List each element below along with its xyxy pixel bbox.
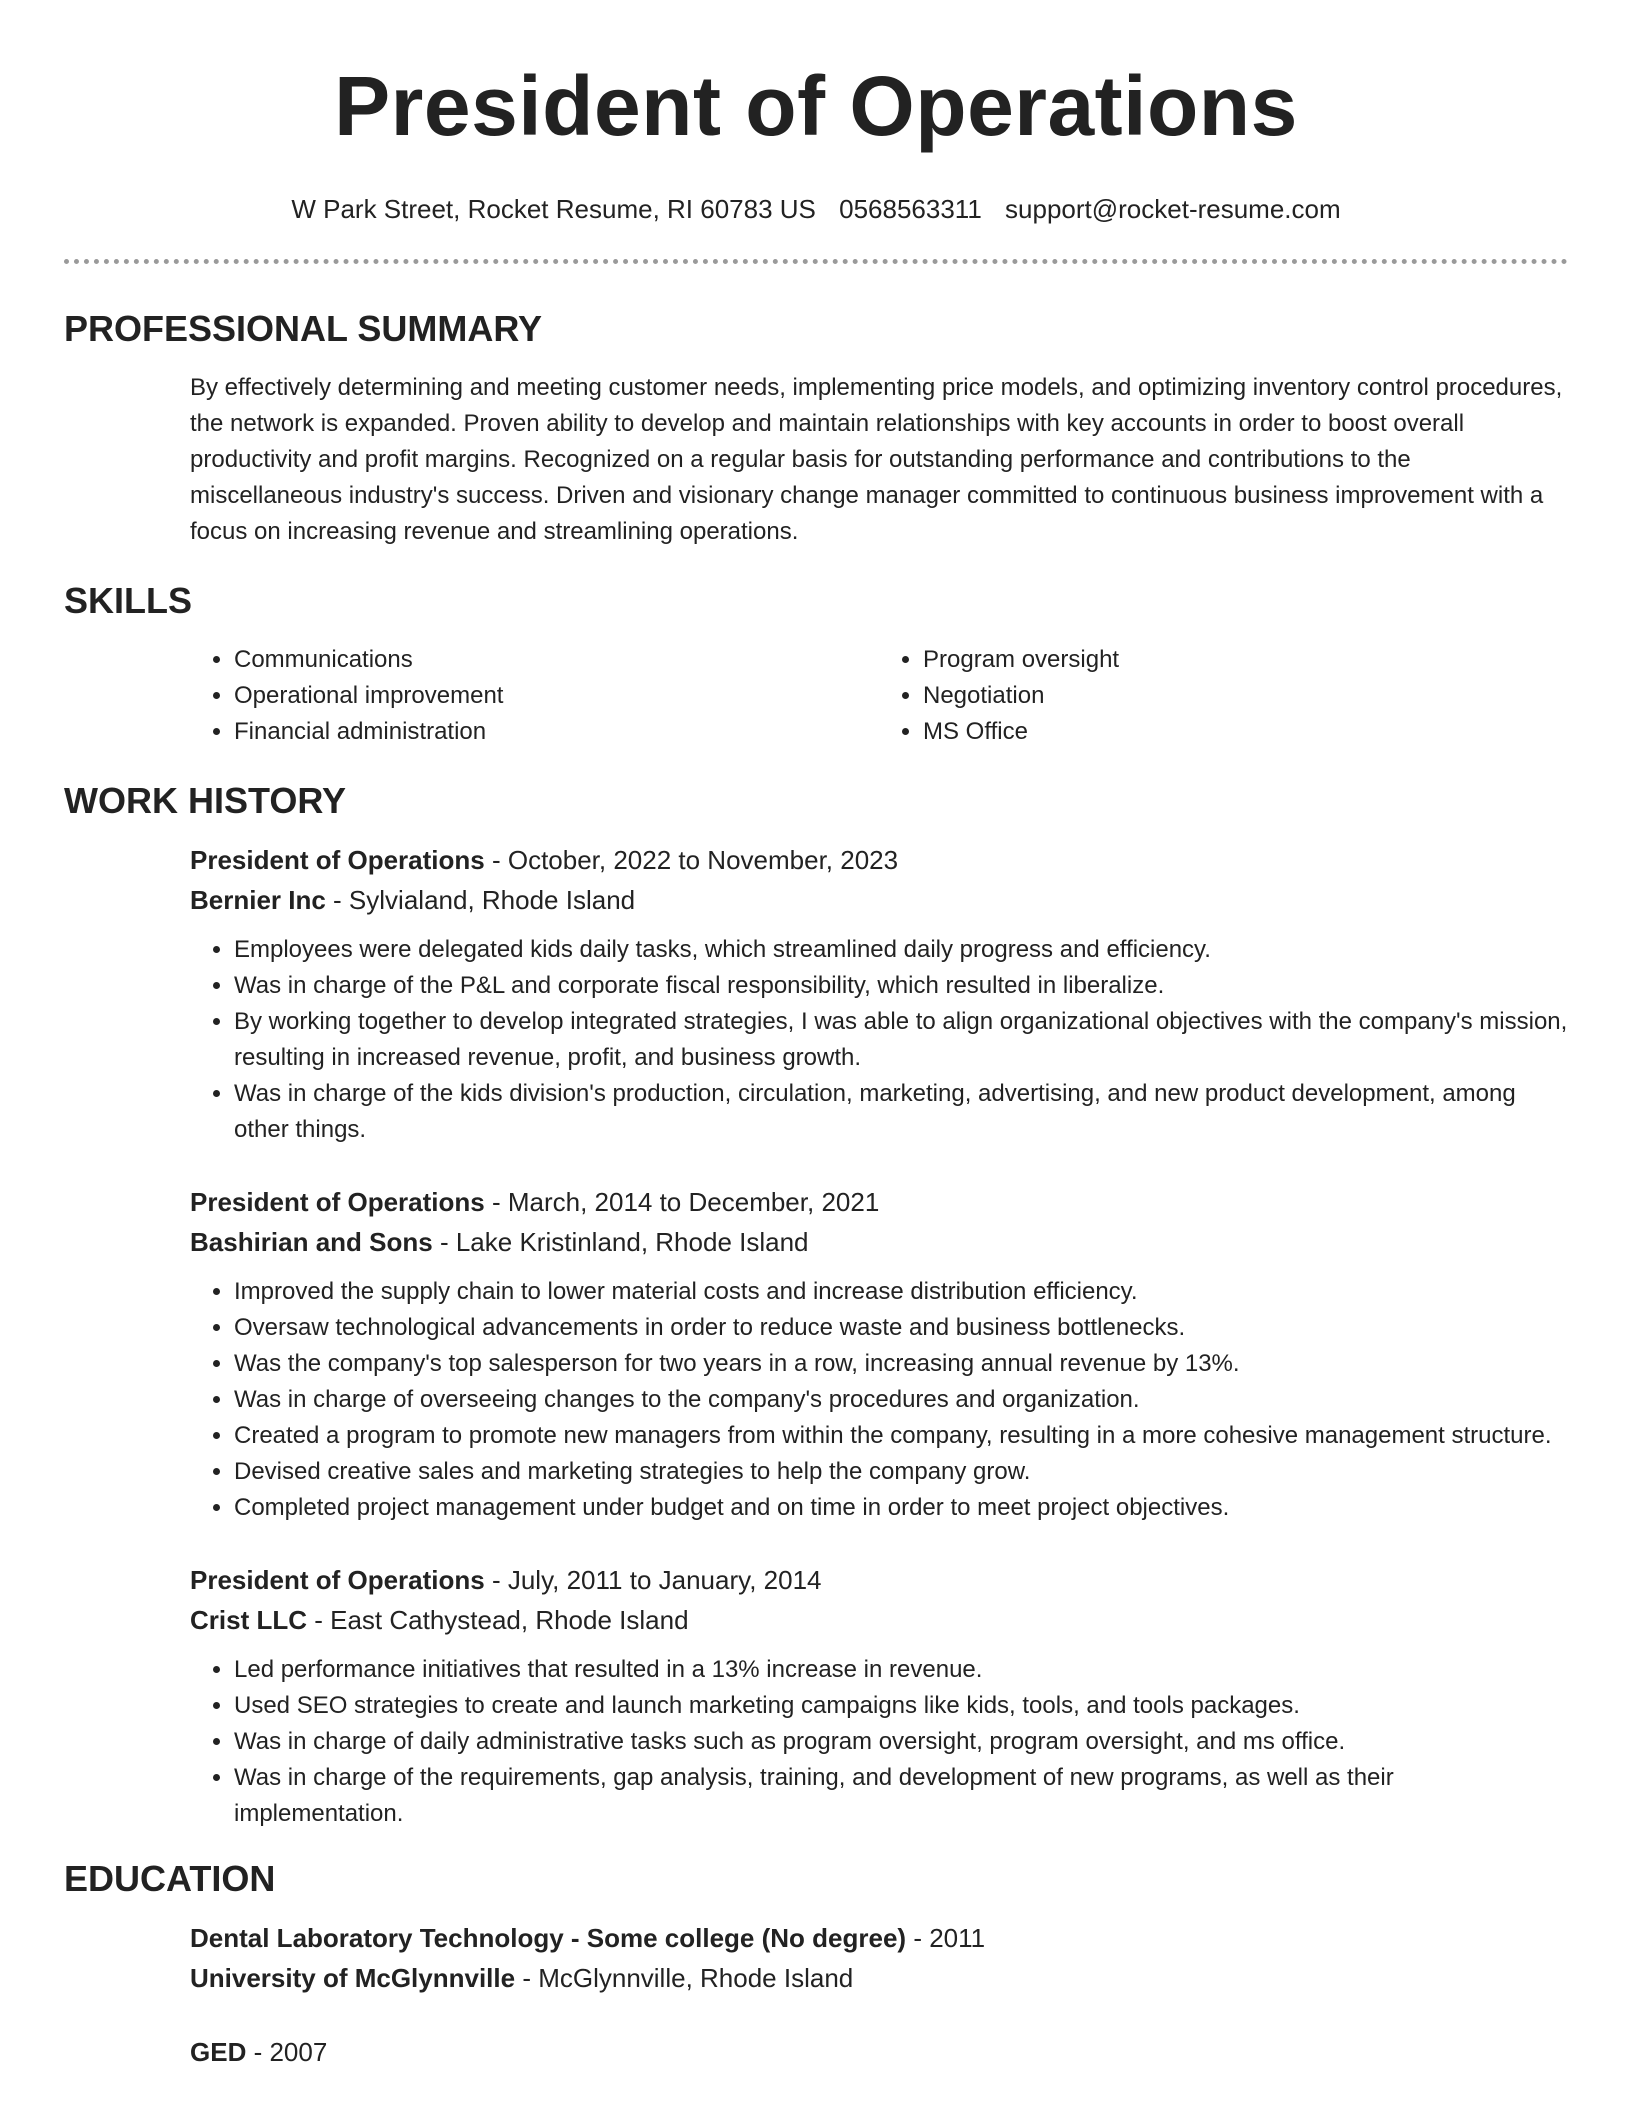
degree-line [190,2032,1568,2072]
education-entry [190,2032,1568,2072]
education-entry [190,1918,1568,1998]
company-name: Crist LLC [190,1605,307,1635]
job-title: President of Operations [190,845,485,875]
skill-item: • Program oversight [923,642,1568,678]
job-bullet: • Improved the supply chain to lower material costs and increase distribution efficiency. [234,1274,1568,1310]
summary-title: PROFESSIONAL SUMMARY [64,308,543,349]
degree-name: Dental Laboratory Technology - Some college (No degree) [190,1923,907,1953]
degree-year: - 2011 [906,1923,986,1953]
summary-section [64,308,1568,550]
skill-item: • Negotiation [923,678,1568,714]
contact-phone: 0568563311 [839,194,982,224]
skills-section [64,580,1568,750]
skills-grid [190,642,1568,750]
resume-name: President of Operations [334,59,1298,153]
education-section [64,1858,1568,2072]
company-name: Bashirian and Sons [190,1227,433,1257]
job-title-line [190,840,1568,880]
school-name: University of McGlynnville [190,1963,516,1993]
summary-body [190,370,1568,550]
job-bullet: • Led performance initiatives that resulted in a 13% increase in revenue. [234,1652,1568,1688]
job-bullet: • Was in charge of the kids division's production, circulation, marketing, advertising, and new product development, among other things. [234,1076,1568,1148]
company-line [190,880,1568,920]
contact-email: support@rocket-resume.com [1005,194,1341,224]
job-bullets [190,1652,1568,1832]
company-line [190,1600,1568,1640]
company-location: - East Cathystead, Rhode Island [307,1605,689,1635]
job-bullet: • Was in charge of daily administrative tasks such as program oversight, program oversight, and ms office. [234,1724,1568,1760]
job-bullet: • Used SEO strategies to create and launch marketing campaigns like kids, tools, and tools packages. [234,1688,1568,1724]
contact-line [0,194,1632,225]
company-location: - Lake Kristinland, Rhode Island [432,1227,809,1257]
degree-name: GED [190,2037,247,2067]
job-dates: - October, 2022 to November, 2023 [484,845,899,875]
school-line [190,1958,1568,1998]
skill-item: • Communications [234,642,879,678]
degree-line [190,1918,1568,1958]
skill-item: • MS Office [923,714,1568,750]
job-bullets [190,932,1568,1148]
skills-list-right [879,642,1568,750]
job-entry [190,1182,1568,1526]
job-bullet: • Was in charge of the requirements, gap analysis, training, and development of new programs, as well as their implementation. [234,1760,1568,1832]
job-bullet: • Was in charge of overseeing changes to the company's procedures and organization. [234,1382,1568,1418]
job-dates: - March, 2014 to December, 2021 [484,1187,880,1217]
company-line [190,1222,1568,1262]
job-bullet: • Was the company's top salesperson for two years in a row, increasing annual revenue by 13%. [234,1346,1568,1382]
job-bullet: • By working together to develop integrated strategies, I was able to align organizational objectives with the company's mission, resulting in increased revenue, profit, and business growth. [234,1004,1568,1076]
work-body [190,840,1568,1832]
job-title: President of Operations [190,1565,485,1595]
job-bullet: • Devised creative sales and marketing strategies to help the company grow. [234,1454,1568,1490]
company-location: - Sylvialand, Rhode Island [325,885,636,915]
header-divider [64,259,1568,264]
work-title: WORK HISTORY [64,780,347,821]
job-title: President of Operations [190,1187,485,1217]
summary-text: By effectively determining and meeting customer needs, implementing price models, and optimizing inventory control procedures, the network is expanded. Proven ability to develop and maintain relationships with key accounts in order to boost overall productivity and profit margins. Recognized on a regular basis for outstanding performance and contributions to the miscellaneous industry's success. Driven and visionary change manager committed to continuous business improvement with a focus on increasing revenue and streamlining operations. [190,374,1563,545]
skill-item: • Financial administration [234,714,879,750]
skills-list-left [190,642,879,750]
work-section [64,780,1568,1832]
job-title-line [190,1560,1568,1600]
job-title-line [190,1182,1568,1222]
job-dates: - July, 2011 to January, 2014 [484,1565,822,1595]
job-bullet: • Was in charge of the P&L and corporate fiscal responsibility, which resulted in liberalize. [234,968,1568,1004]
job-bullet: • Completed project management under budget and on time in order to meet project objectives. [234,1490,1568,1526]
company-name: Bernier Inc [190,885,326,915]
skills-title: SKILLS [64,580,193,621]
job-entry [190,840,1568,1148]
job-bullet: • Oversaw technological advancements in order to reduce waste and business bottlenecks. [234,1310,1568,1346]
degree-year: - 2007 [246,2037,328,2067]
job-bullets [190,1274,1568,1526]
school-location: - McGlynnville, Rhode Island [515,1963,854,1993]
education-title: EDUCATION [64,1858,276,1899]
job-entry [190,1560,1568,1832]
job-bullet: • Employees were delegated kids daily tasks, which streamlined daily progress and efficiency. [234,932,1568,968]
contact-address: W Park Street, Rocket Resume, RI 60783 US [291,194,816,224]
job-bullet: • Created a program to promote new managers from within the company, resulting in a more cohesive management structure. [234,1418,1568,1454]
education-body [190,1918,1568,2072]
skill-item: • Operational improvement [234,678,879,714]
